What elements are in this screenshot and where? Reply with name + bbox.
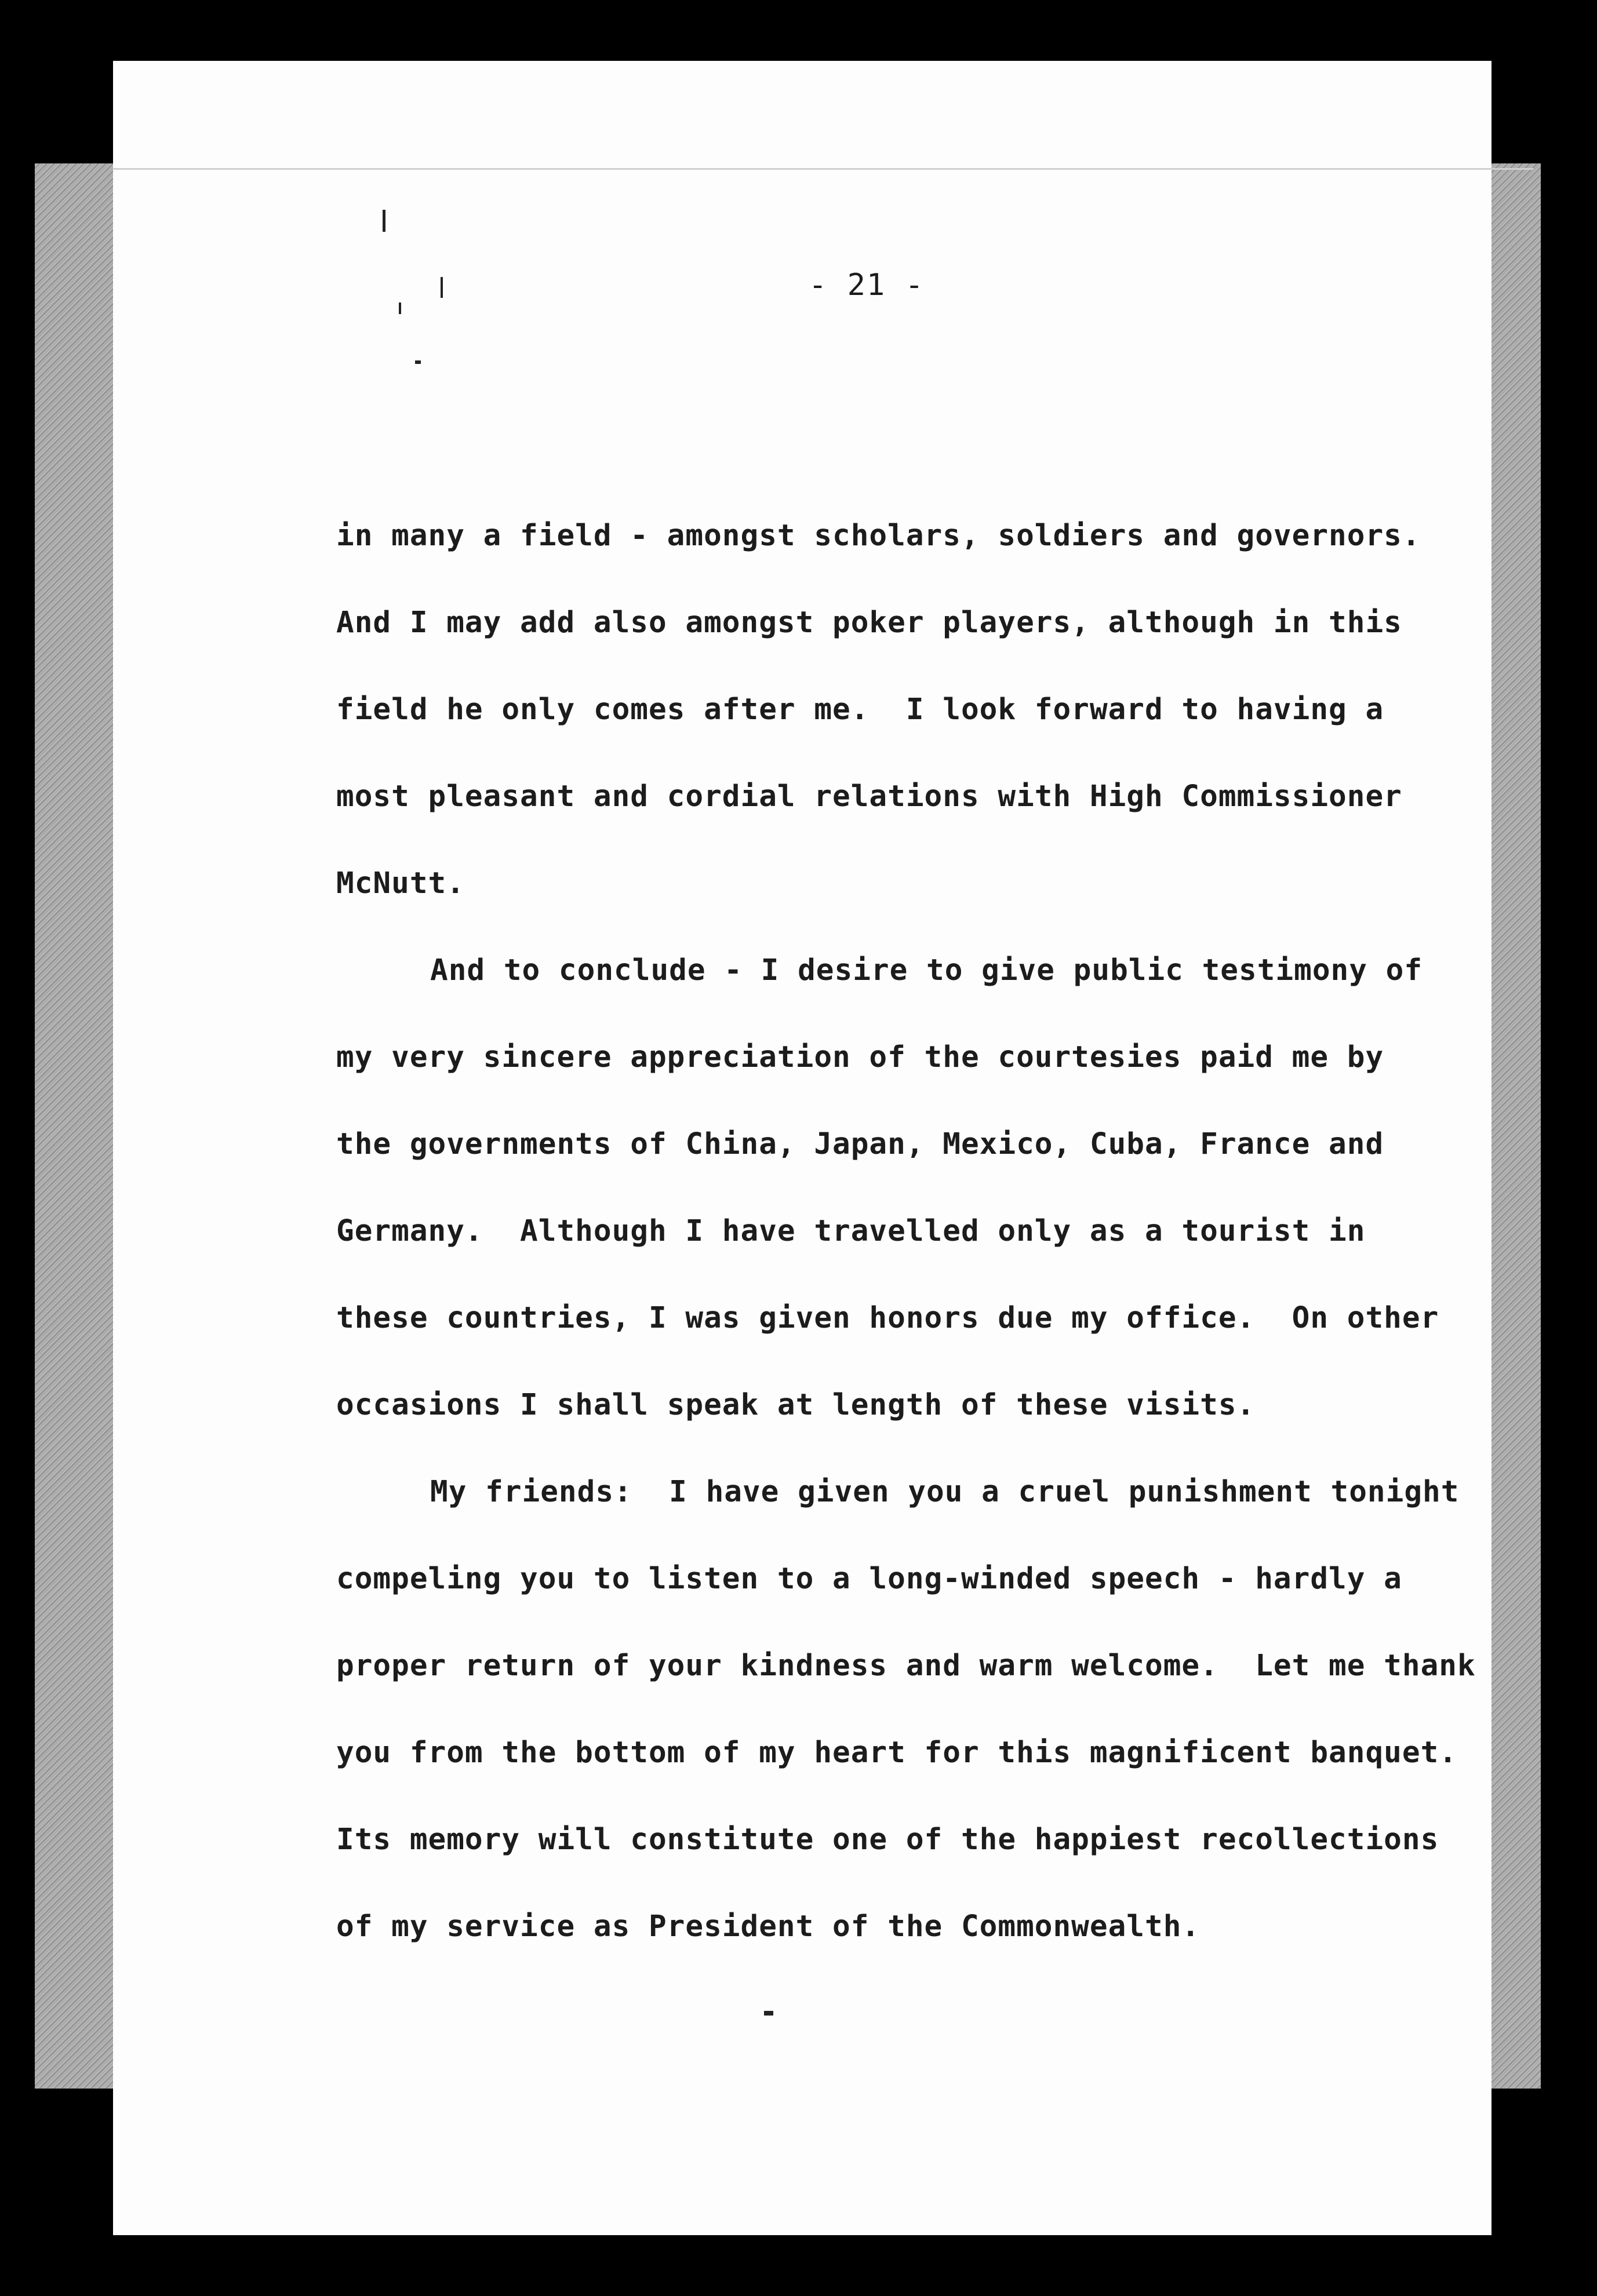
text-line: And to conclude - I desire to give public testimony of: [430, 953, 1423, 987]
text-line: Germany. Although I have travelled only as a tourist in: [336, 1214, 1366, 1248]
margin-mark: [764, 2011, 773, 2016]
text-line: of my service as President of the Commonwealth.: [336, 1909, 1201, 1944]
margin-mark: [383, 210, 385, 232]
text-line: Its memory will constitute one of the happiest recollections: [336, 1823, 1439, 1857]
text-line: And I may add also amongst poker players, although in this: [336, 606, 1402, 640]
text-line: the governments of China, Japan, Mexico, Cuba, France and: [336, 1127, 1384, 1161]
text-line: occasions I shall speak at length of these visits.: [336, 1388, 1256, 1422]
text-line: most pleasant and cordial relations with High Commissioner: [336, 779, 1402, 814]
text-line: these countries, I was given honors due my office. On other: [336, 1301, 1439, 1335]
text-line: proper return of your kindness and warm welcome. Let me thank: [336, 1649, 1476, 1683]
text-line: field he only comes after me. I look forward to having a: [336, 693, 1384, 727]
sheet-edge-line: [113, 168, 1533, 170]
margin-mark: [399, 303, 401, 314]
text-line: compeling you to listen to a long-winded speech - hardly a: [336, 1562, 1402, 1596]
text-line: you from the bottom of my heart for this magnificent banquet.: [336, 1736, 1457, 1770]
page-number: - 21 -: [809, 268, 925, 303]
margin-mark: [415, 360, 421, 364]
text-line: McNutt.: [336, 866, 465, 901]
text-line: in many a field - amongst scholars, soldiers and governors.: [336, 519, 1421, 553]
document-body: [336, 493, 1476, 1970]
text-line: my very sincere appreciation of the courtesies paid me by: [336, 1040, 1384, 1074]
margin-mark: [441, 277, 443, 298]
text-line: My friends: I have given you a cruel punishment tonight: [430, 1475, 1460, 1509]
